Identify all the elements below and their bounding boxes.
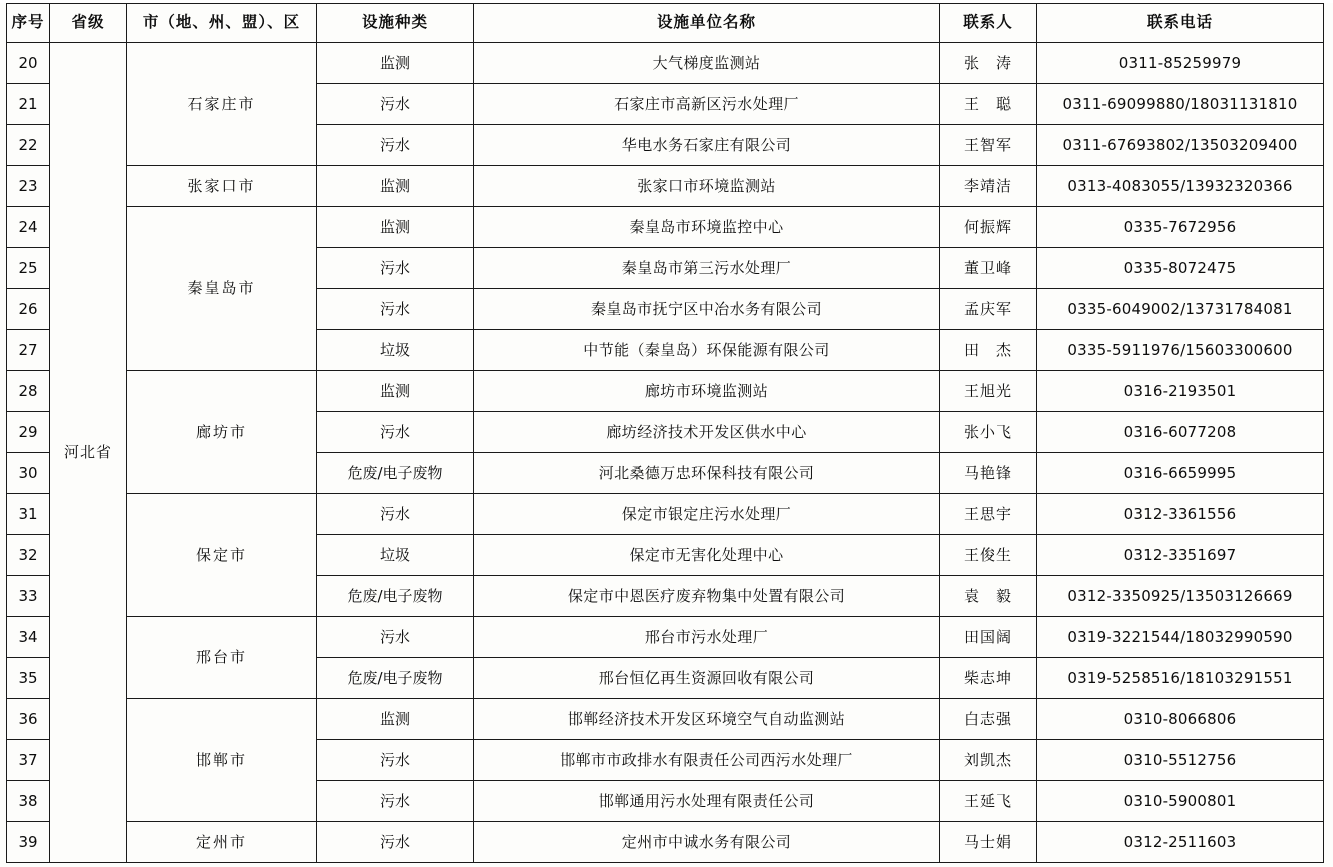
cell-seq: 35 (7, 658, 50, 699)
cell-city: 张家口市 (127, 166, 317, 207)
cell-type: 污水 (317, 617, 474, 658)
cell-name: 邯郸市市政排水有限责任公司西污水处理厂 (474, 740, 940, 781)
cell-type: 监测 (317, 166, 474, 207)
cell-city: 定州市 (127, 822, 317, 863)
cell-contact: 白志强 (940, 699, 1037, 740)
header-cell-name: 设施单位名称 (474, 4, 940, 43)
table-row (7, 494, 1324, 535)
header-cell-seq: 序号 (7, 4, 50, 43)
cell-city: 石家庄市 (127, 43, 317, 166)
table-row (7, 822, 1324, 863)
cell-type: 监测 (317, 699, 474, 740)
cell-contact: 王智军 (940, 125, 1037, 166)
cell-seq: 20 (7, 43, 50, 84)
cell-phone: 0319-5258516/18103291551 (1037, 658, 1324, 699)
facility-table (6, 3, 1324, 863)
cell-phone: 0312-3361556 (1037, 494, 1324, 535)
cell-contact: 田国阔 (940, 617, 1037, 658)
cell-name: 秦皇岛市第三污水处理厂 (474, 248, 940, 289)
cell-name: 邯郸通用污水处理有限责任公司 (474, 781, 940, 822)
cell-seq: 27 (7, 330, 50, 371)
cell-phone: 0312-2511603 (1037, 822, 1324, 863)
cell-contact: 刘凯杰 (940, 740, 1037, 781)
cell-phone: 0310-8066806 (1037, 699, 1324, 740)
cell-type: 垃圾 (317, 535, 474, 576)
cell-type: 危废/电子废物 (317, 453, 474, 494)
cell-province: 河北省 (50, 43, 127, 863)
cell-seq: 26 (7, 289, 50, 330)
cell-phone: 0312-3350925/13503126669 (1037, 576, 1324, 617)
cell-seq: 34 (7, 617, 50, 658)
cell-phone: 0316-6077208 (1037, 412, 1324, 453)
cell-phone: 0335-7672956 (1037, 207, 1324, 248)
cell-contact: 马艳锋 (940, 453, 1037, 494)
cell-type: 监测 (317, 43, 474, 84)
cell-phone: 0311-67693802/13503209400 (1037, 125, 1324, 166)
cell-contact: 孟庆军 (940, 289, 1037, 330)
table-header (7, 4, 1324, 43)
cell-name: 邢台市污水处理厂 (474, 617, 940, 658)
cell-seq: 23 (7, 166, 50, 207)
cell-seq: 38 (7, 781, 50, 822)
cell-phone: 0313-4083055/13932320366 (1037, 166, 1324, 207)
table-row (7, 207, 1324, 248)
cell-seq: 39 (7, 822, 50, 863)
cell-type: 监测 (317, 207, 474, 248)
cell-contact: 张小飞 (940, 412, 1037, 453)
cell-name: 保定市银定庄污水处理厂 (474, 494, 940, 535)
table-row (7, 166, 1324, 207)
cell-contact: 王延飞 (940, 781, 1037, 822)
cell-contact: 李靖洁 (940, 166, 1037, 207)
cell-type: 污水 (317, 781, 474, 822)
cell-name: 大气梯度监测站 (474, 43, 940, 84)
cell-contact: 王 聪 (940, 84, 1037, 125)
cell-name: 河北桑德万忠环保科技有限公司 (474, 453, 940, 494)
cell-phone: 0310-5900801 (1037, 781, 1324, 822)
cell-phone: 0335-8072475 (1037, 248, 1324, 289)
cell-type: 污水 (317, 494, 474, 535)
cell-seq: 25 (7, 248, 50, 289)
cell-city: 保定市 (127, 494, 317, 617)
cell-type: 污水 (317, 248, 474, 289)
cell-seq: 31 (7, 494, 50, 535)
cell-seq: 32 (7, 535, 50, 576)
header-cell-contact: 联系人 (940, 4, 1037, 43)
table-row (7, 371, 1324, 412)
cell-seq: 30 (7, 453, 50, 494)
cell-type: 污水 (317, 740, 474, 781)
cell-phone: 0335-5911976/15603300600 (1037, 330, 1324, 371)
cell-name: 保定市无害化处理中心 (474, 535, 940, 576)
cell-contact: 袁 毅 (940, 576, 1037, 617)
cell-contact: 王旭光 (940, 371, 1037, 412)
cell-phone: 0335-6049002/13731784081 (1037, 289, 1324, 330)
cell-name: 秦皇岛市环境监控中心 (474, 207, 940, 248)
cell-name: 定州市中诚水务有限公司 (474, 822, 940, 863)
cell-type: 垃圾 (317, 330, 474, 371)
cell-contact: 张 涛 (940, 43, 1037, 84)
cell-seq: 24 (7, 207, 50, 248)
cell-phone: 0316-6659995 (1037, 453, 1324, 494)
cell-contact: 王思宇 (940, 494, 1037, 535)
cell-city: 邯郸市 (127, 699, 317, 822)
cell-type: 污水 (317, 84, 474, 125)
cell-contact: 董卫峰 (940, 248, 1037, 289)
cell-seq: 37 (7, 740, 50, 781)
cell-phone: 0311-85259979 (1037, 43, 1324, 84)
cell-name: 邯郸经济技术开发区环境空气自动监测站 (474, 699, 940, 740)
table-row (7, 699, 1324, 740)
cell-name: 廊坊经济技术开发区供水中心 (474, 412, 940, 453)
cell-name: 邢台恒亿再生资源回收有限公司 (474, 658, 940, 699)
table-body (7, 43, 1324, 863)
header-cell-city: 市（地、州、盟）、区 (127, 4, 317, 43)
cell-type: 污水 (317, 125, 474, 166)
cell-seq: 33 (7, 576, 50, 617)
cell-name: 秦皇岛市抚宁区中冶水务有限公司 (474, 289, 940, 330)
cell-type: 污水 (317, 822, 474, 863)
cell-type: 污水 (317, 412, 474, 453)
cell-contact: 田 杰 (940, 330, 1037, 371)
cell-phone: 0316-2193501 (1037, 371, 1324, 412)
cell-contact: 马士娟 (940, 822, 1037, 863)
cell-contact: 柴志坤 (940, 658, 1037, 699)
cell-city: 秦皇岛市 (127, 207, 317, 371)
cell-type: 监测 (317, 371, 474, 412)
cell-city: 邢台市 (127, 617, 317, 699)
cell-name: 中节能（秦皇岛）环保能源有限公司 (474, 330, 940, 371)
cell-contact: 何振辉 (940, 207, 1037, 248)
cell-phone: 0319-3221544/18032990590 (1037, 617, 1324, 658)
cell-seq: 21 (7, 84, 50, 125)
cell-phone: 0311-69099880/18031131810 (1037, 84, 1324, 125)
cell-name: 廊坊市环境监测站 (474, 371, 940, 412)
cell-type: 危废/电子废物 (317, 576, 474, 617)
cell-city: 廊坊市 (127, 371, 317, 494)
cell-name: 保定市中恩医疗废弃物集中处置有限公司 (474, 576, 940, 617)
cell-name: 张家口市环境监测站 (474, 166, 940, 207)
cell-contact: 王俊生 (940, 535, 1037, 576)
header-cell-type: 设施种类 (317, 4, 474, 43)
table-row (7, 617, 1324, 658)
cell-seq: 28 (7, 371, 50, 412)
header-row (7, 4, 1324, 43)
cell-name: 华电水务石家庄有限公司 (474, 125, 940, 166)
cell-name: 石家庄市高新区污水处理厂 (474, 84, 940, 125)
cell-type: 污水 (317, 289, 474, 330)
header-cell-phone: 联系电话 (1037, 4, 1324, 43)
cell-seq: 29 (7, 412, 50, 453)
table-row (7, 43, 1324, 84)
cell-type: 危废/电子废物 (317, 658, 474, 699)
cell-phone: 0310-5512756 (1037, 740, 1324, 781)
cell-seq: 36 (7, 699, 50, 740)
document-page (0, 3, 1333, 867)
cell-phone: 0312-3351697 (1037, 535, 1324, 576)
header-cell-province: 省级 (50, 4, 127, 43)
cell-seq: 22 (7, 125, 50, 166)
